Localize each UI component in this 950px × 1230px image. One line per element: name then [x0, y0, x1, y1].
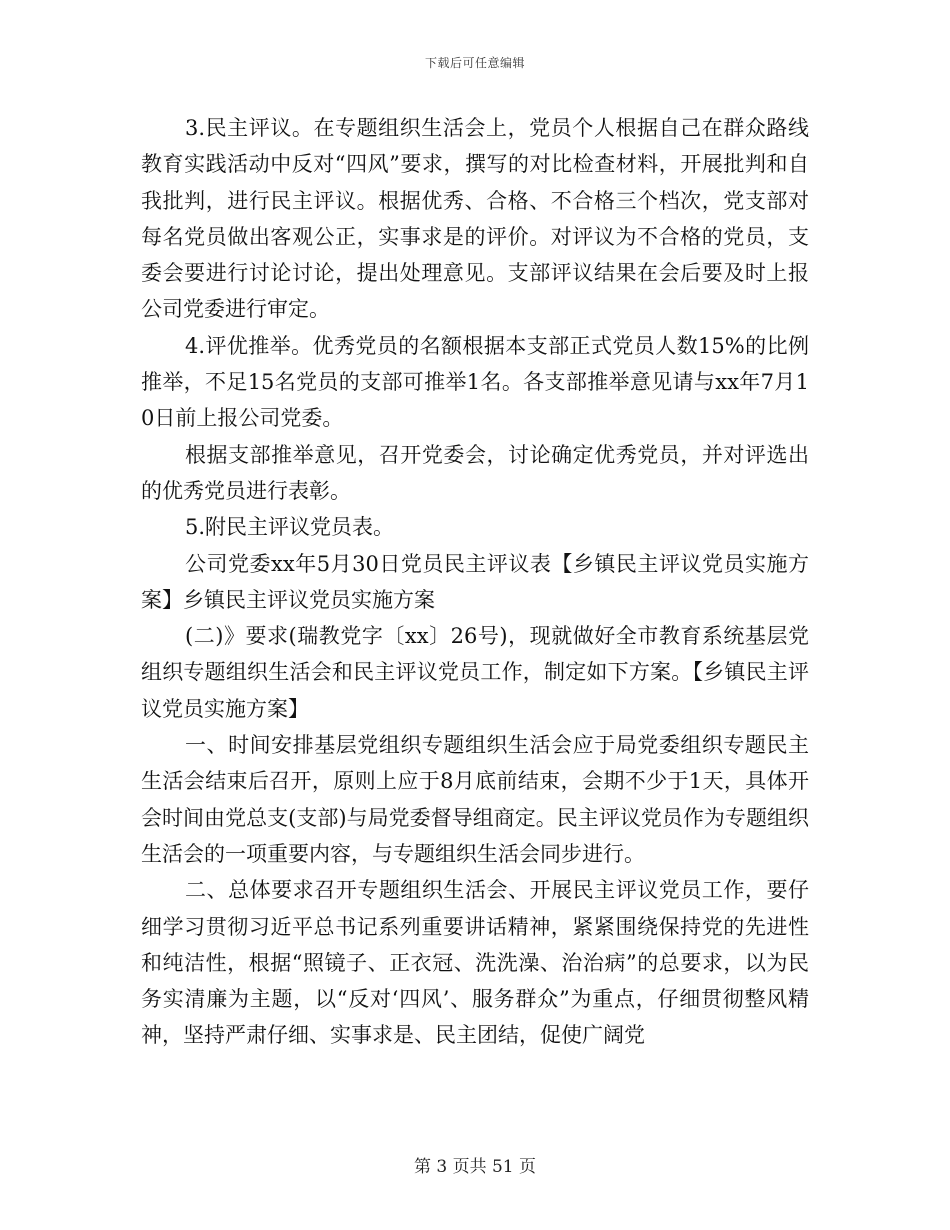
paragraph-requirements: (二)》要求(瑞教党字〔xx〕26号)，现就做好全市教育系统基层党组织专题组织生活会和民主评议党员工作，制定如下方案。【乡镇民主评议党员实施方案】 [141, 624, 809, 721]
page-header: 下载后可任意编辑 [424, 56, 525, 70]
paragraph-commendation: 根据支部推举意见，召开党委会，讨论确定优秀党员，并对评选出的优秀党员进行表彰。 [141, 442, 809, 503]
paragraph-form-title: 公司党委xx年5月30日党员民主评议表【乡镇民主评议党员实施方案】乡镇民主评议党员实施方案 [141, 551, 809, 612]
paragraph-recommendation: 4.评优推举。优秀党员的名额根据本支部正式党员人数15%的比例推举，不足15名党员的支部可推举1名。各支部推举意见请与xx年7月10日前上报公司党委。 [141, 333, 809, 431]
paragraph-democratic-review: 3.民主评议。在专题组织生活会上，党员个人根据自己在群众路线教育实践活动中反对“四风”要求，撰写的对比检查材料，开展批判和自我批判，进行民主评议。根据优秀、合格、不合格三个档次，党支部对每名党员做出客观公正，实事求是的评价。对评议为不合格的党员，支委会要进行讨论讨论，提出处理意见。支部评议结果在会后要及时上报公司党委进行审定。 [141, 116, 809, 322]
paragraph-schedule: 一、时间安排基层党组织专题组织生活会应于局党委组织专题民主生活会结束后召开，原则上应于8月底前结束，会期不少于1天，具体开会时间由党总支(支部)与局党委督导组商定。民主评议党员作为专题组织生活会的一项重要内容，与专题组织生活会同步进行。 [141, 733, 809, 866]
paragraph-overall-requirements: 二、总体要求召开专题组织生活会、开展民主评议党员工作，要仔细学习贯彻习近平总书记系列重要讲话精神，紧紧围绕保持党的先进性和纯洁性，根据“照镜子、正衣冠、洗洗澡、治治病”的总要求，以为民务实清廉为主题，以“反对‘四风’、服务群众”为重点，仔细贯彻整风精神，坚持严肃仔细、实事求是、民主团结，促使广阔党 [141, 878, 809, 1048]
page-number: 第 3 页共 51 页 [413, 1157, 537, 1177]
paragraph-attachment: 5.附民主评议党员表。 [185, 515, 395, 540]
document-body [141, 110, 809, 1054]
